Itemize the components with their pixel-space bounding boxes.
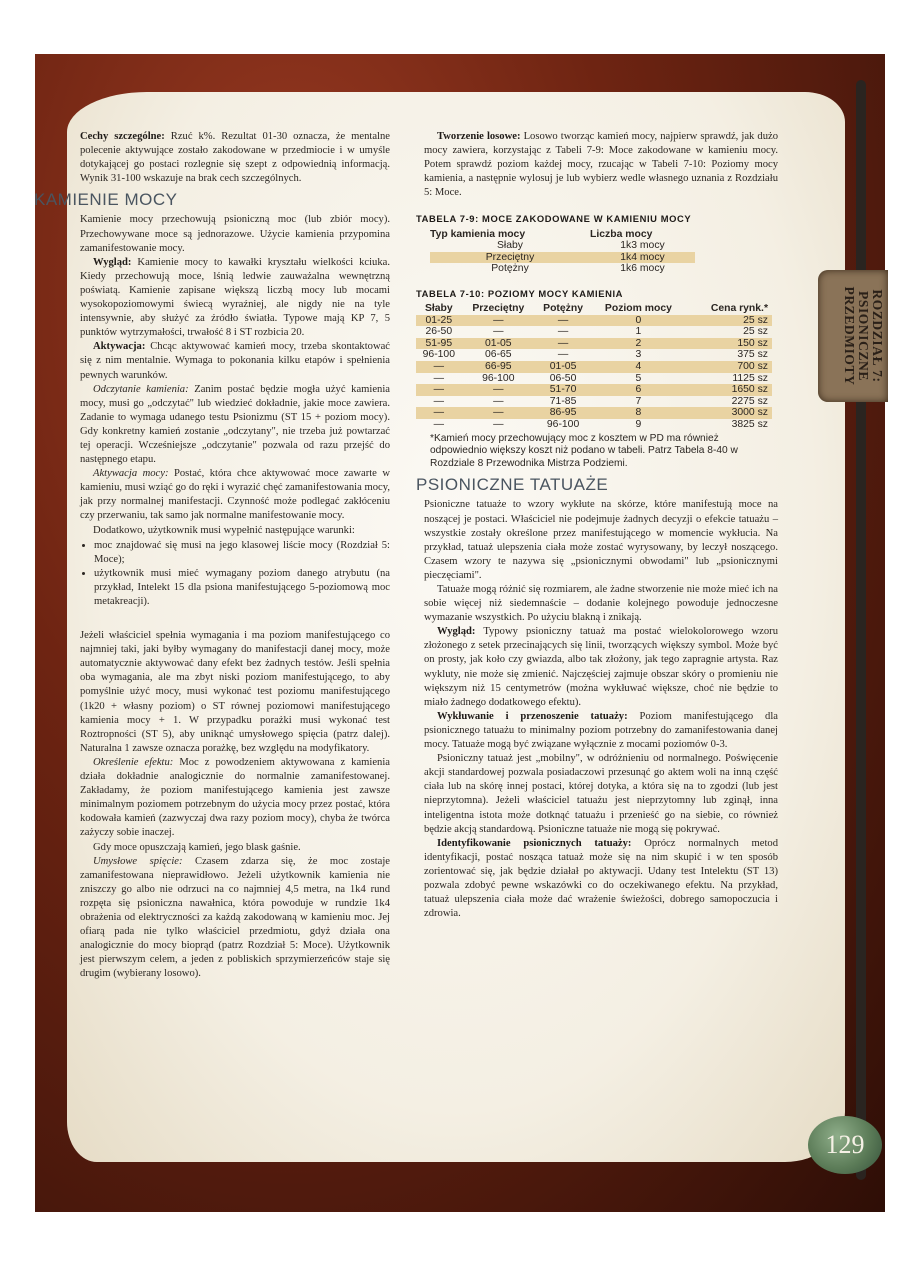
chapter-tab <box>818 270 888 402</box>
wyglad-label: Wygląd: <box>93 256 132 268</box>
gdy-paragraph: Gdy moce opuszczają kamień, jego blask gaśnie. <box>93 841 301 853</box>
aktywacja-label: Aktywacja: <box>93 341 146 353</box>
table-header: Poziom mocy <box>604 303 672 315</box>
aktywacja-mocy-text: Postać, która chce aktywować moce zawarte w kamieniu, musi wziąć go do ręki i wyrazić chęć zamanifestowania mocy, jak przy normalnej manifestacji. Czynność może podlegać zakłóceniu czy przerwaniu, tak samo jak normalne manifestowanie mocy. <box>80 468 391 522</box>
table-cell: 96-100 <box>422 349 455 361</box>
list-item: • moc znajdować się musi na jego klasowej liście mocy (Rozdział 5: Moce); <box>94 539 390 567</box>
tworzenie-paragraph <box>424 130 778 200</box>
table-cell: 1 <box>635 326 642 338</box>
table-7-10 <box>416 303 772 431</box>
tatuaze-p2: Tatuaże mogą różnić się rozmiarem, ale żadne stworzenie nie może mieć ich na sobie więcej niż siedemnaście – dodanie kolejnego powoduje jednoczesne wymazanie wszystkich. Po użyciu blakną i znikają. <box>424 584 778 624</box>
table-cell: 1k3 mocy <box>620 240 665 252</box>
table-row <box>416 349 772 361</box>
table-7-9 <box>430 229 695 275</box>
table-header: Cena rynk.* <box>710 303 768 315</box>
table-7-9-caption: TABELA 7-9: MOCE ZAKODOWANE W KAMIENIU MOCY <box>416 213 692 225</box>
table-row <box>416 396 772 408</box>
tatuaze-intro: Psioniczne tatuaże to wzory wykłute na skórze, które manifestują moce na noszącej je postaci. Właściciel nie podejmuje żadnych decyzji o efekcie tatuażu – wszystkie zostały określone przez manifestującego w momencie wykłucia. Na przykład, tatuaż ulepszenia ciała może zostać wyrysowany, by leczył noszącego. Czasem wzory te nazywa się „psionicznymi obwodami" lub „psionicznymi pieczęciami". <box>424 499 778 581</box>
tatuaze-wyglad-paragraph <box>424 625 778 710</box>
table-row <box>416 361 772 373</box>
table-cell: 51-70 <box>535 384 591 396</box>
table-cell: 66-95 <box>462 361 535 373</box>
table-cell: — <box>557 349 569 361</box>
table-cell: 1650 sz <box>686 384 772 396</box>
table-cell: 375 sz <box>737 349 768 361</box>
chapter-tab-label: ROZDZIAŁ 7: PSIONICZNE PRZEDMIOTY <box>842 286 885 386</box>
table-cell: 4 <box>591 361 685 373</box>
table-cell: 3 <box>635 349 642 361</box>
dodatkowo-paragraph: Dodatkowo, użytkownik musi wypełnić następujące warunki: <box>93 524 355 536</box>
list-item: • użytkownik musi mieć wymagany poziom danego atrybutu (na przykład, Intelekt 15 dla psiona manifestującego 5-poziomową moc metakreacji). <box>94 567 390 609</box>
aktywacja-text: Chcąc aktywować kamień mocy, trzeba skontaktować się z nim mentalnie. Wymaga to pokonania kilku etapów i spełnienia pewnych warunków. <box>80 341 390 381</box>
spiecie-label: Umysłowe spięcie: <box>93 855 183 867</box>
table-cell: 1125 sz <box>732 372 768 384</box>
okreslenie-paragraph <box>80 756 390 841</box>
tworzenie-text: Losowo tworząc kamień mocy, najpierw sprawdź, jak dużo mocy zawiera, korzystając z Tabeli 7-9: Moce zakodowane w kamieniu mocy. Potem sprawdź poziom każdej mocy, rzucając w Tabeli 7-10: Poziomy mocy kamienia, a następnie wylosuj je lub wybierz wedle własnego uznania z Rozdziału 5: Moce. <box>424 131 778 199</box>
table-row <box>416 326 772 338</box>
tworzenie-label: Tworzenie losowe: <box>437 131 521 142</box>
section-heading-tatuaze: PSIONICZNE TATUAŻE <box>416 475 609 495</box>
table-cell: 6 <box>591 384 685 396</box>
jezeli-paragraph: Jeżeli właściciel spełnia wymagania i ma poziom manifestującego co najmniej taki, jaki byłby wymagany do manifestacji danej mocy, może automatycznie aktywować dany efekt bez żadnych testów. Jeśli spełnia oba wymagania, ale ma zbyt niski poziom manifestującego, to aby pomyślnie użyć mocy, musi wykonać test poziomu manifestującego (1k20 + własny poziom) o ST równej poziomowi manifestującego kamienia mocy + 1. W przypadku porażki musi wykonać test Roztropności (ST 5), aby uniknąć umysłowego spięcia (patrz dalej). Naturalna 1 zawsze oznacza porażkę, bez względu na modyfikatory. <box>80 630 390 754</box>
table-cell: 25 sz <box>686 315 772 327</box>
page-number: 129 <box>808 1116 882 1174</box>
table-row <box>416 419 772 431</box>
table-cell: 51-95 <box>416 338 462 350</box>
table-row <box>416 315 772 327</box>
table-cell: 2275 sz <box>731 395 768 407</box>
table-cell: 1k6 mocy <box>620 263 665 275</box>
table-cell: 25 sz <box>743 326 768 338</box>
ident-text: Oprócz normalnych metod identyfikacji, postać nosząca tatuaż może się na nim skupić i w ten sposób zorientować się, jak będzie działał po aktywacji. Udany test Intelektu (ST 13) pozwala zdobyć pewne wskazówki co do oczekiwanego efektu. Na przykład, tatuaż ulepszenia ciała może dać wrażenie świeżości, dobrego samopoczucia i zdrowia. <box>424 837 779 920</box>
table-cell: 5 <box>635 372 642 384</box>
table-cell: 06-50 <box>549 372 577 384</box>
table-header: Słaby <box>424 303 453 315</box>
ident-paragraph <box>424 837 778 922</box>
table-cell: 71-85 <box>549 395 577 407</box>
table-cell: 96-100 <box>482 372 515 384</box>
table-cell: 150 sz <box>686 338 772 350</box>
table-header: Typ kamienia mocy <box>430 228 526 240</box>
table-cell: 96-100 <box>546 418 580 430</box>
table-7-10-note: *Kamień mocy przechowujący moc z kosztem w PD ma również odpowiednio większy koszt niż podano w tabeli. Patrz Tabela 8-40 w Rozdziale 8 Przewodnika Mistrza Podziemi. <box>430 432 738 469</box>
table-cell: — <box>433 395 445 407</box>
table-cell: — <box>462 407 535 419</box>
table-row <box>430 252 695 264</box>
aktywacja-mocy-label: Aktywacja mocy: <box>93 468 169 480</box>
table-cell: 8 <box>591 407 685 419</box>
spiecie-text: Czasem zdarza się, że moc zostaje zamanifestowana nieprawidłowo. Jeżeli użytkownik kamienia nie zniszczy go albo nie odrzuci na co najmniej 4,5 metra, na 1k4 rund rozpęta się psioniczna nawałnica, która powoduje w rundzie 1k4 obrażenia od elektryczności za każdą zakodowaną w kamieniu moc. Jej ofiarą pada nie tylko właściciel przedmiotu, gdyż działa ona analogicznie do mocy bioprąd (patrz Rozdział 5: Moce). Użytkownik jest pierwszym celem, a jeden z pobliskich sprzymierzeńców staje się drugim (wybierany losowo). <box>80 855 390 980</box>
table-cell: — <box>493 418 504 430</box>
table-cell: 700 sz <box>686 361 772 373</box>
table-row <box>416 384 772 396</box>
aktywacja-paragraph <box>80 340 390 382</box>
left-column <box>34 130 391 981</box>
table-cell: 0 <box>591 315 685 327</box>
mobilny-paragraph: Psioniczny tatuaż jest „mobilny", w odróżnieniu od normalnego. Poświęcenie akcji standardowej pozwala posiadaczowi przesunąć go aktem woli na inną część ciała lub na skórę innej postaci, której dotyka, a która się na to zgodzi (lub jest nieprzytomna). Jeżeli właściciel tatuażu jest nieprzytomny lub zginął, inna inteligentna istota może dotknąć tatuażu i przenieść go na siebie, co również będzie akcją standardową. Psioniczne tatuaże nie mogą się pokrywać. <box>424 753 778 835</box>
right-column <box>416 130 779 921</box>
cechy-text: Rzuć k%. Rezultat 01-30 oznacza, że mentalne polecenie aktywujące zostało zakodowane w przedmiocie i w umyśle dotykającej go postaci rozlegnie się szept z odpowiednią informacją. Wynik 31-100 wskazuje na brak cech szczególnych. <box>80 131 391 185</box>
odczytanie-text: Zanim postać będzie mogła użyć kamienia mocy, musi go „odczytać" lub wiedzieć dokładnie, jakie moce zawiera. Zadanie to wymaga udanego testu Psionizmu (ST 15 + poziom mocy). Gdy konkretny kamień zostanie „odczytany", nie trzeba już powtarzać tej operacji. Wcześniejsze „odczytanie" pozwala od razu przejść do następnego etapu. <box>80 383 390 466</box>
odczytanie-label: Odczytanie kamienia: <box>93 383 189 395</box>
wyglad-text: Kamienie mocy to kawałki kryształu wielkości kciuka. Kiedy przechowują moce, lśnią ledwie zauważalna wewnętrzną poświatą. Kamienie zapisane większą liczbą mocy lub mocami wysokopoziomowymi świecą wyraźniej, ale nigdy nie na tyle intensywnie, aby służyć za źródło światła. Typowe mają KP 7, 5 punktów wytrzymałości, trwałość 8 i ST rozbicia 20. <box>80 256 390 339</box>
table-cell: 1k4 mocy <box>590 252 695 264</box>
odczytanie-paragraph <box>80 383 390 468</box>
table-cell: 01-05 <box>535 361 591 373</box>
table-header: Liczba mocy <box>590 228 653 240</box>
table-cell: Przeciętny <box>430 252 590 264</box>
table-row <box>416 373 772 385</box>
spiecie-paragraph <box>80 855 390 982</box>
table-cell: 3825 sz <box>731 418 768 430</box>
wykluwanie-label: Wykłuwanie i przenoszenie tatuaży: <box>437 710 628 722</box>
cechy-label: Cechy szczególne: <box>80 131 165 142</box>
ident-label: Identyfikowanie psionicznych tatuaży: <box>437 837 632 849</box>
tatuaze-wyglad-label: Wygląd: <box>437 626 476 638</box>
decorative-staff <box>856 80 866 1180</box>
table-cell: — <box>493 395 504 407</box>
cechy-paragraph <box>80 130 390 186</box>
requirements-list <box>80 539 390 609</box>
kamienie-intro: Kamienie mocy przechowują psioniczną moc (lub zbiór mocy). Przechowywane moce są jednorazowe. Użycie kamienia przypomina zamanifestowanie mocy. <box>80 214 390 254</box>
table-cell: — <box>535 338 591 350</box>
table-cell: — <box>433 372 445 384</box>
table-row <box>416 338 772 350</box>
table-row <box>416 407 772 419</box>
table-cell: 06-65 <box>485 349 512 361</box>
table-cell: Potężny <box>491 263 529 275</box>
table-cell: — <box>462 315 535 327</box>
okreslenie-text: Moc z powodzeniem aktywowana z kamienia działa dokładnie analogicznie do normalnie zamanifestowanej. Zakładamy, że poziom manifestującego kamienia jest zawsze minimalnym poziomem potrzebnym do użycia mocy przez postać, która kodowała kamień (zazwyczaj dwa razy poziom mocy), chyba że twórca zażyczy sobie inaczej. <box>80 756 390 839</box>
table-cell: — <box>416 361 462 373</box>
table-cell: 2 <box>591 338 685 350</box>
table-row <box>430 240 695 252</box>
table-cell: 01-05 <box>462 338 535 350</box>
wykluwanie-paragraph <box>424 710 778 752</box>
table-cell: 7 <box>635 395 642 407</box>
table-cell: — <box>416 407 462 419</box>
table-cell: — <box>462 384 535 396</box>
table-cell: 86-95 <box>535 407 591 419</box>
okreslenie-label: Określenie efektu: <box>93 756 174 768</box>
wykluwanie-text: Poziom manifestującego dla psionicznego tatuażu to minimalny poziom potrzebny do zamanifestowania danej mocy. Tatuaże mogą być związane wyłącznie z mocami poziomów 0-3. <box>424 710 778 751</box>
table-cell: — <box>535 315 591 327</box>
table-cell: — <box>416 384 462 396</box>
table-cell: — <box>433 418 445 430</box>
table-row <box>430 263 695 275</box>
table-cell: — <box>557 326 569 338</box>
table-header: Przeciętny <box>472 303 525 315</box>
table-header: Potężny <box>543 303 583 315</box>
table-cell: 26-50 <box>425 326 453 338</box>
table-cell: — <box>493 326 504 338</box>
wyglad-paragraph <box>80 256 390 341</box>
table-cell: 9 <box>635 418 642 430</box>
aktywacja-mocy-paragraph <box>80 467 390 523</box>
tatuaze-wyglad-text: Typowy psioniczny tatuaż ma postać wielokolorowego wzoru złożonego z setek przecinających się linii, tworzących większy symbol. Może być on prosty, jak koło czy gwiazda, albo tak złożony, jak tego zapragnie artysta. Raz wykluty, nie może się zmienić. Najczęściej zajmuje obszar skóry o promieniu nie większym niż 15 centymetrów (można wykłuwać większe, choć nie będzie to miało żadnego dodatkowego efektu). <box>424 626 778 708</box>
table-cell: 3000 sz <box>686 407 772 419</box>
section-heading-kamienie: KAMIENIE MOCY <box>34 190 178 210</box>
table-cell: Słaby <box>497 240 523 252</box>
table-cell: 01-25 <box>416 315 462 327</box>
table-7-10-caption: TABELA 7-10: POZIOMY MOCY KAMIENIA <box>416 287 624 299</box>
